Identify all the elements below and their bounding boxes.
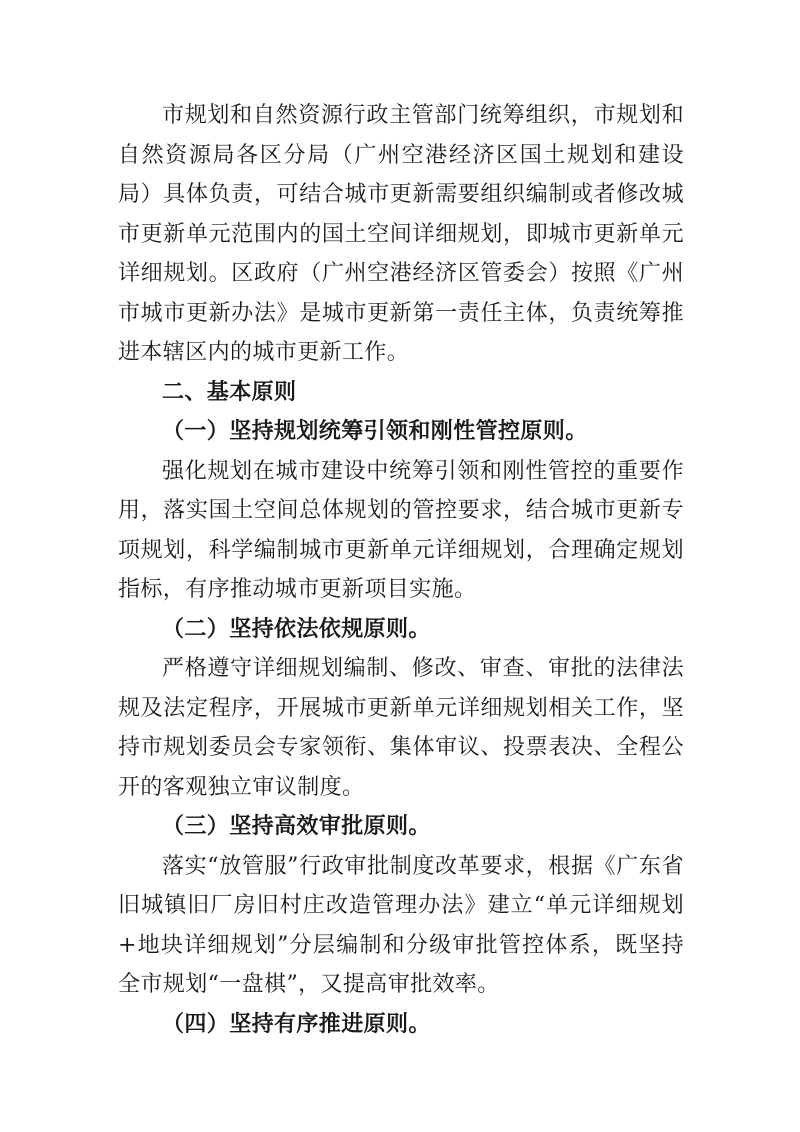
principle-1-body: 强化规划在城市建设中统筹引领和刚性管控的重要作用，落实国土空间总体规划的管控要求，结合城市更新专项规划，科学编制城市更新单元详细规划，合理确定规划指标，有序推动城市更新项目实施。 (118, 458, 684, 602)
principle-2-body: 严格遵守详细规划编制、修改、审查、审批的法律法规及法定程序，开展城市更新单元详细规划相关工作，坚持市规划委员会专家领衔、集体审议、投票表决、全程公开的客观独立审议制度。 (118, 656, 684, 800)
principle-2-title: （二）坚持依法依规原则。 (162, 615, 431, 642)
principle-3-body: 落实“放管服”行政审批制度改革要求，根据《广东省旧城镇旧厂房旧村庄改造管理办法》建立“单元详细规划+地块详细规划”分层编制和分级审批管控体系，既坚持全市规划“一盘棋”，又提高审批效率。 (118, 853, 684, 997)
section-title: 二、基本原则 (162, 379, 297, 405)
intro-paragraph: 市规划和自然资源行政主管部门统筹组织，市规划和自然资源局各区分局（广州空港经济区国土规划和建设局）具体负责，可结合城市更新需要组织编制或者修改城市更新单元范围内的国土空间详细规划，即城市更新单元详细规划。区政府（广州空港经济区管委会）按照《广州市城市更新办法》是城市更新第一责任主体，负责统筹推进本辖区内的城市更新工作。 (118, 103, 684, 365)
principle-3-title: （三）坚持高效审批原则。 (162, 813, 431, 839)
principle-4-title: （四）坚持有序推进原则。 (162, 1010, 431, 1037)
principle-1-title: （一）坚持规划统筹引领和刚性管控原则。 (162, 418, 588, 444)
document-page (118, 96, 684, 1044)
